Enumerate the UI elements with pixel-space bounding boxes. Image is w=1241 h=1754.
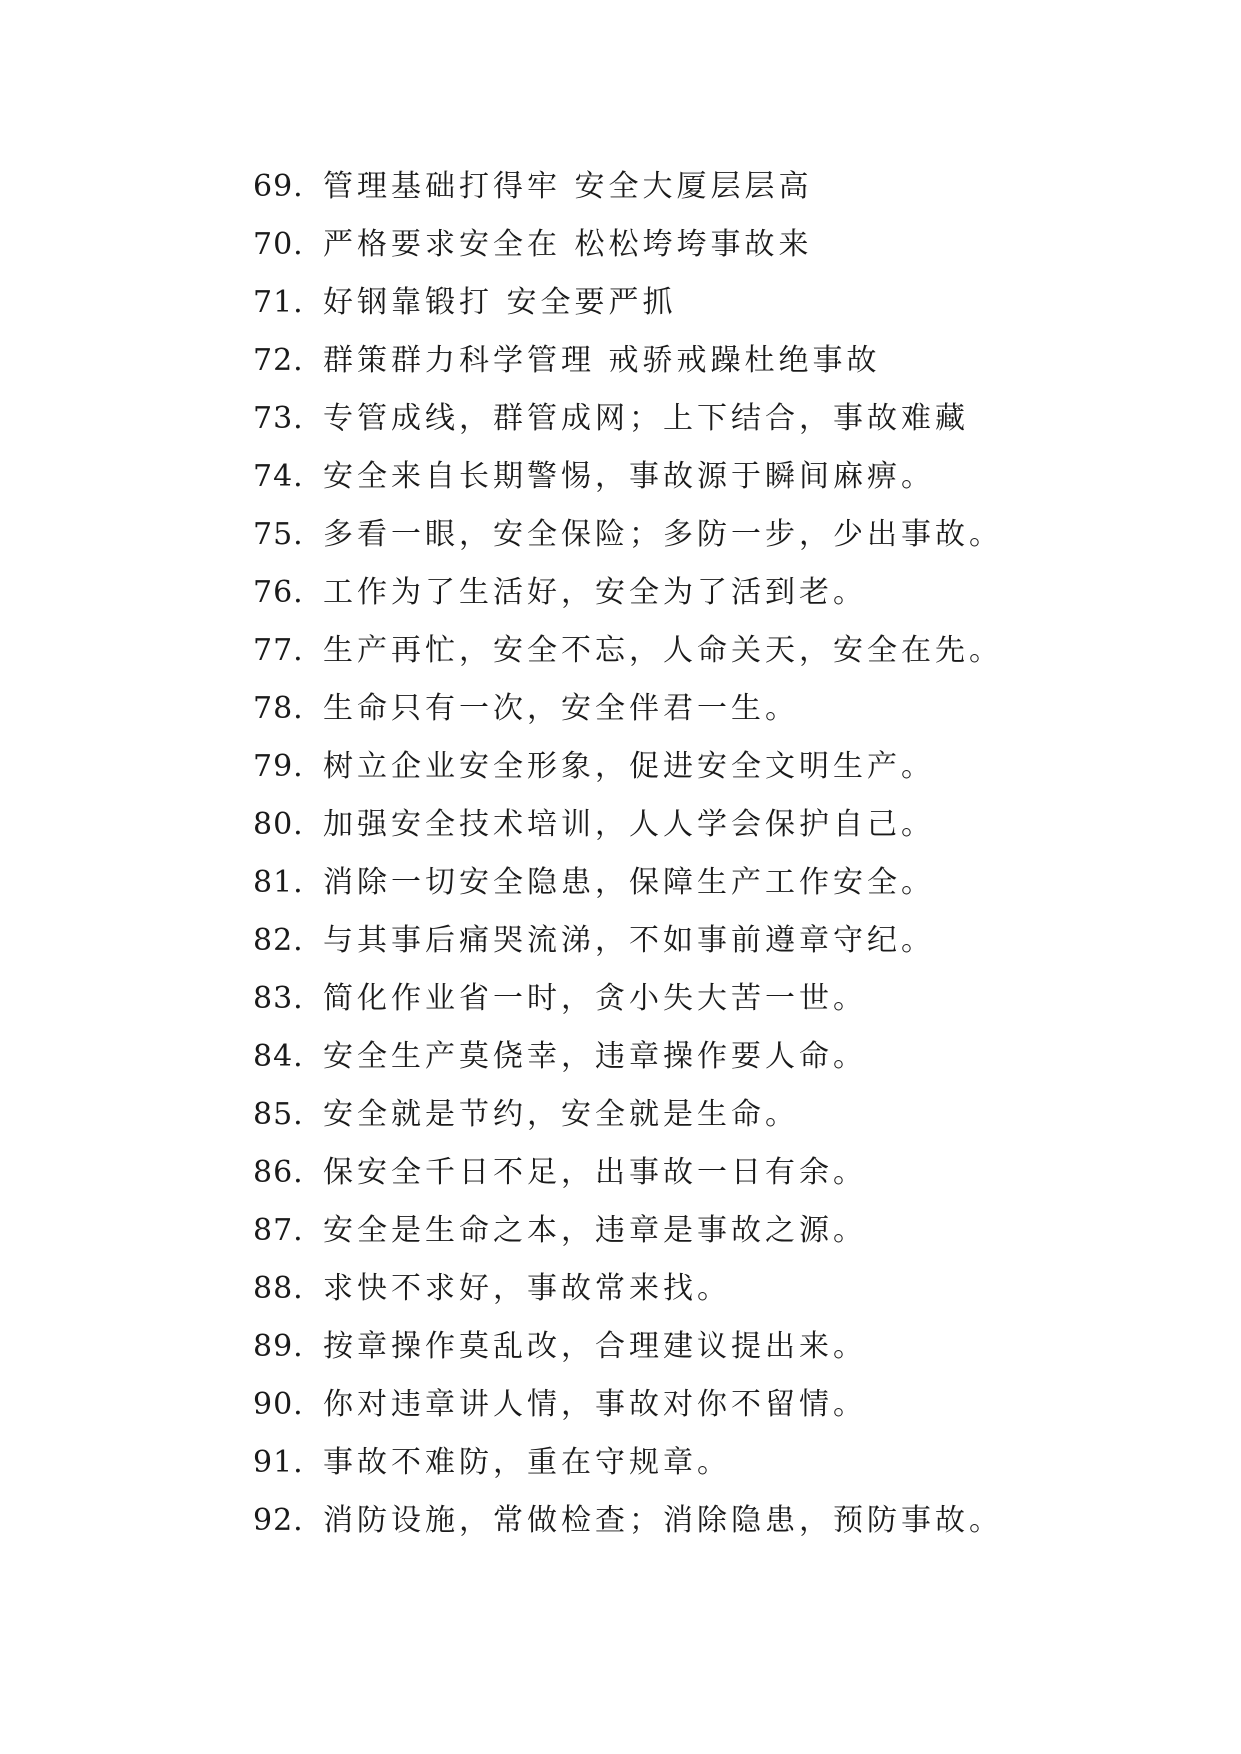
list-item <box>253 158 1003 216</box>
list-item <box>253 448 1003 506</box>
item-number: 71. <box>253 285 304 320</box>
item-number: 74. <box>253 459 304 494</box>
item-text: 工作为了生活好，安全为了活到老。 <box>323 575 867 610</box>
item-number: 69. <box>253 169 304 204</box>
list-item <box>253 1260 1003 1318</box>
item-number: 84. <box>253 1039 304 1074</box>
list-item <box>253 390 1003 448</box>
list-item <box>253 274 1003 332</box>
item-text: 多看一眼，安全保险；多防一步，少出事故。 <box>323 517 1003 552</box>
item-text: 你对违章讲人情，事故对你不留情。 <box>323 1387 867 1422</box>
list-item <box>253 680 1003 738</box>
list-item <box>253 1086 1003 1144</box>
item-number: 88. <box>253 1271 304 1306</box>
item-text: 按章操作莫乱改，合理建议提出来。 <box>323 1329 867 1364</box>
item-text: 好钢靠锻打 安全要严抓 <box>323 285 677 320</box>
item-number: 91. <box>253 1445 304 1480</box>
item-number: 89. <box>253 1329 304 1364</box>
item-text: 与其事后痛哭流涕，不如事前遵章守纪。 <box>323 923 935 958</box>
item-text: 安全来自长期警惕，事故源于瞬间麻痹。 <box>323 459 935 494</box>
item-number: 82. <box>253 923 304 958</box>
list-item <box>253 622 1003 680</box>
item-number: 75. <box>253 517 304 552</box>
item-text: 安全生产莫侥幸，违章操作要人命。 <box>323 1039 867 1074</box>
list-item <box>253 912 1003 970</box>
item-number: 73. <box>253 401 304 436</box>
item-number: 77. <box>253 633 304 668</box>
item-text: 事故不难防，重在守规章。 <box>323 1445 731 1480</box>
item-text: 安全是生命之本，违章是事故之源。 <box>323 1213 867 1248</box>
list-item <box>253 1376 1003 1434</box>
item-number: 83. <box>253 981 304 1016</box>
item-number: 76. <box>253 575 304 610</box>
item-text: 安全就是节约，安全就是生命。 <box>323 1097 799 1132</box>
list-item <box>253 1434 1003 1492</box>
item-text: 生产再忙，安全不忘，人命关天，安全在先。 <box>323 633 1003 668</box>
item-number: 78. <box>253 691 304 726</box>
list-item <box>253 332 1003 390</box>
item-number: 80. <box>253 807 304 842</box>
item-text: 专管成线，群管成网；上下结合，事故难藏 <box>323 401 969 436</box>
item-text: 群策群力科学管理 戒骄戒躁杜绝事故 <box>323 343 881 378</box>
list-item <box>253 854 1003 912</box>
list-item <box>253 1028 1003 1086</box>
list-item <box>253 564 1003 622</box>
item-number: 79. <box>253 749 304 784</box>
list-item <box>253 506 1003 564</box>
list-item <box>253 1492 1003 1550</box>
item-text: 加强安全技术培训，人人学会保护自己。 <box>323 807 935 842</box>
item-number: 70. <box>253 227 304 262</box>
list-item <box>253 1202 1003 1260</box>
list-item <box>253 216 1003 274</box>
item-text: 树立企业安全形象，促进安全文明生产。 <box>323 749 935 784</box>
list-item <box>253 970 1003 1028</box>
item-number: 86. <box>253 1155 304 1190</box>
list-item <box>253 1144 1003 1202</box>
item-number: 90. <box>253 1387 304 1422</box>
item-text: 消除一切安全隐患，保障生产工作安全。 <box>323 865 935 900</box>
item-number: 85. <box>253 1097 304 1132</box>
item-number: 72. <box>253 343 304 378</box>
item-number: 81. <box>253 865 304 900</box>
item-text: 生命只有一次，安全伴君一生。 <box>323 691 799 726</box>
item-number: 87. <box>253 1213 304 1248</box>
item-text: 消防设施，常做检查；消除隐患，预防事故。 <box>323 1503 1003 1538</box>
list-item <box>253 1318 1003 1376</box>
slogan-list <box>253 158 1003 1550</box>
item-text: 求快不求好，事故常来找。 <box>323 1271 731 1306</box>
item-text: 严格要求安全在 松松垮垮事故来 <box>323 227 813 262</box>
item-text: 简化作业省一时，贪小失大苦一世。 <box>323 981 867 1016</box>
list-item <box>253 796 1003 854</box>
item-number: 92. <box>253 1503 304 1538</box>
item-text: 管理基础打得牢 安全大厦层层高 <box>323 169 813 204</box>
list-item <box>253 738 1003 796</box>
item-text: 保安全千日不足，出事故一日有余。 <box>323 1155 867 1190</box>
